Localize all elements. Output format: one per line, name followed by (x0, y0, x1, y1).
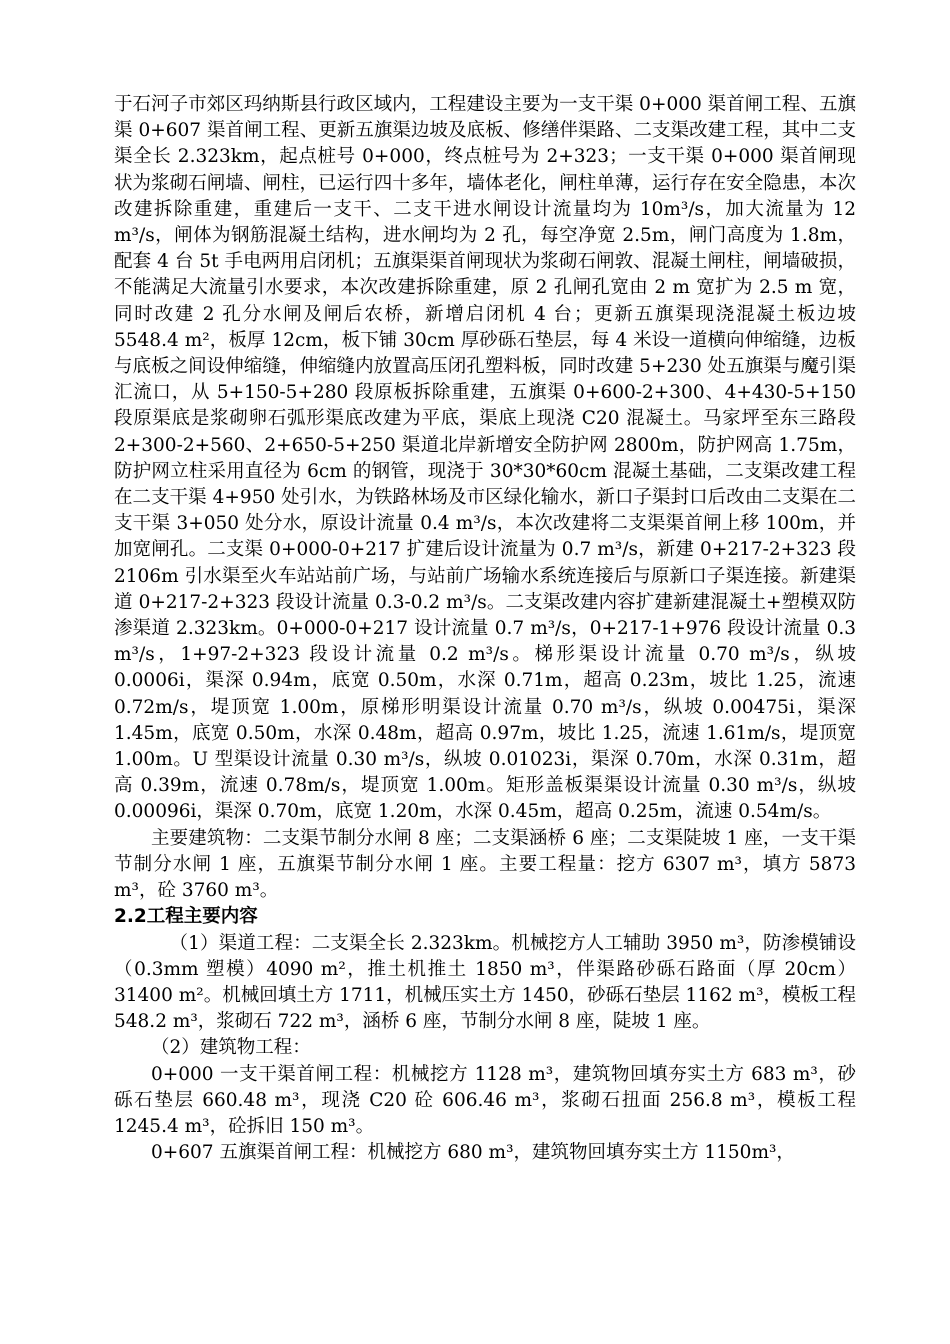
body-paragraph: （1）渠道工程：二支渠全长 2.323km。机械挖方人工辅助 3950 m³，防渗模铺设（0.3mm 塑模）4090 m²，推土机推土 1850 m³，伴渠路砂砾石路面（厚 20cm）31400 m²。机械回填土方 1711，机械压实土方 1450，砂砾石垫层 1162 m³，模板工程 548.2 m³，浆砌石 722 m³，涵桥 6 座，节制分水闸 8 座，陡坡 1 座。 (114, 932, 856, 1033)
body-paragraph: （2）建筑物工程： (151, 1037, 311, 1059)
body-paragraph: 主要建筑物：二支渠节制分水闸 8 座；二支渠涵桥 6 座；二支渠陡坡 1 座，一支干渠节制分水闸 1 座，五旗渠节制分水闸 1 座。主要工程量：挖方 6307 m³，填方 5873 m³，砼 3760 m³。 (114, 827, 856, 902)
body-paragraph: 0+000 一支干渠首闸工程：机械挖方 1128 m³，建筑物回填夯实土方 683 m³，砂砾石垫层 660.48 m³，现浇 C20 砼 606.46 m³，浆砌石扭面 256.8 m³，模板工程 1245.4 m³，砼拆旧 150 m³。 (114, 1063, 856, 1137)
body-paragraph: 0+607 五旗渠首闸工程：机械挖方 680 m³，建筑物回填夯实土方 1150m³， (151, 1142, 795, 1164)
body-paragraph: 于石河子市郊区玛纳斯县行政区域内，工程建设主要为一支干渠 0+000 渠首闸工程、五旗渠 0+607 渠首闸工程、更新五旗渠边坡及底板、修缮伴渠路、二支渠改建工程，其中二支渠全长 2.323km，起点桩号 0+000，终点桩号为 2+323；一支干渠 0+000 渠首闸现状为浆砌石闸墙、闸柱，已运行四十多年，墙体老化，闸柱单薄，运行存在安全隐患，本次改建拆除重建，重建后一支干、二支干进水闸设计流量均为 10m³/s，加大流量为 12 m³/s，闸体为钢筋混凝土结构，进水闸均为 2 孔，每空净宽 2.5m，闸门高度为 1.8m，配套 4 台 5t 手电两用启闭机；五旗渠渠首闸现状为浆砌石闸敦、混凝土闸柱，闸墙破损，不能满足大流量引水要求，本次改建拆除重建，原 2 孔闸孔宽由 2 m 宽扩为 2.5 m 宽，同时改建 2 孔分水闸及闸后农桥，新增启闭机 4 台；更新五旗渠现浇混凝土板边坡 5548.4 m²，板厚 12cm，板下铺 30cm 厚砂砾石垫层，每 4 米设一道横向伸缩缝，边板与底板之间设伸缩缝，伸缩缝内放置高压闭孔塑料板，同时改建 5+230 处五旗渠与魔引渠汇流口，从 5+150-5+280 段原板拆除重建，五旗渠 0+600-2+300、4+430-5+150 段原渠底是浆砌卵石弧形渠底改建为平底，渠底上现浇 C20 混凝土。马家坪至东三路段 2+300-2+560、2+650-5+250 渠道北岸新增安全防护网 2800m，防护网高 1.75m，防护网立柱采用直径为 6cm 的钢管，现浇于 30*30*60cm 混凝土基础，二支渠改建工程在二支干渠 4+950 处引水，为铁路林场及市区绿化输水，新口子渠封口后改由二支渠在二支干渠 3+050 处分水，原设计流量 0.4 m³/s，本次改建将二支渠渠首闸上移 100m，并加宽闸孔。二支渠 0+000-0+217 扩建后设计流量为 0.7 m³/s，新建 0+217-2+323 段 2106m 引水渠至火车站站前广场，与站前广场输水系统连接后与原新口子渠连接。新建渠道 0+217-2+323 段设计流量 0.3-0.2 m³/s。二支渠改建内容扩建新建混凝土+塑模双防渗渠道 2.323km。0+000-0+217 设计流量 0.7 m³/s，0+217-1+976 段设计流量 0.3 m³/s，1+97-2+323 段设计流量 0.2 m³/s。梯形渠设计流量 0.70 m³/s，纵坡 0.0006i，渠深 0.94m，底宽 0.50m，水深 0.71m，超高 0.23m，坡比 1.25，流速 0.72m/s，堤顶宽 1.00m，原梯形明渠设计流量 0.70 m³/s，纵坡 0.00475i，渠深 1.45m，底宽 0.50m，水深 0.48m，超高 0.97m，坡比 1.25，流速 1.61m/s，堤顶宽 1.00m。U 型渠设计流量 0.30 m³/s，纵坡 0.01023i，渠深 0.70m，水深 0.31m，超高 0.39m，流速 0.78m/s，堤顶宽 1.00m。矩形盖板渠渠设计流量 0.30 m³/s，纵坡 0.00096i，渠深 0.70m，底宽 1.20m，水深 0.45m，超高 0.25m，流速 0.54m/s。 (114, 94, 856, 823)
document-page (114, 92, 856, 1166)
section-heading: 2.2工程主要内容 (114, 906, 258, 928)
